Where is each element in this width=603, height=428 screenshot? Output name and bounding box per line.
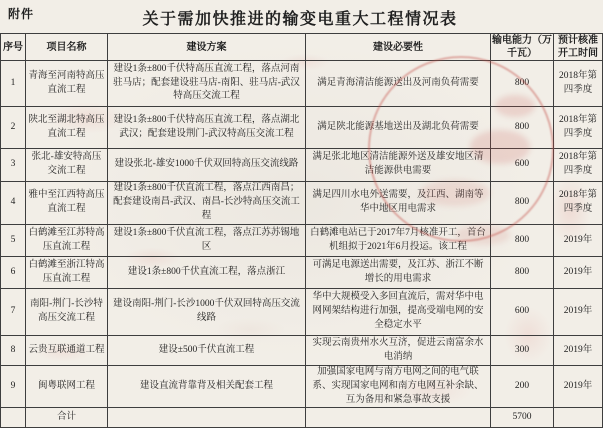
cell-capacity: 800 [491, 182, 554, 225]
header-row [1, 34, 603, 61]
cell-start-time: 2019年 [554, 336, 603, 366]
cell-seq-no: 3 [1, 149, 26, 182]
cell-plan: 建设±500千伏直流工程 [108, 336, 306, 366]
total-empty-cell [108, 408, 306, 428]
cell-start-time: 2019年 [554, 289, 603, 336]
table-row [1, 61, 603, 107]
total-empty-cell [1, 408, 26, 428]
cell-project-name: 雅中至江西特高压直流工程 [26, 182, 108, 225]
cell-necessity: 满足张北地区清洁能源外送及雄安地区清洁能源供电需要 [306, 149, 491, 182]
total-empty-cell [554, 408, 603, 428]
cell-necessity: 满足青海清洁能源送出及河南负荷需要 [306, 61, 491, 107]
cell-start-time: 2019年 [554, 225, 603, 257]
cell-start-time: 2018年第四季度 [554, 182, 603, 225]
table-row [1, 366, 603, 408]
cell-project-name: 陕北至湖北特高压直流工程 [26, 107, 108, 149]
header-project-name: 项目名称 [26, 34, 108, 61]
cell-necessity: 实现云南贵州水火互济，促进云南富余水电消纳 [306, 336, 491, 366]
table-row [1, 336, 603, 366]
cell-capacity: 800 [491, 107, 554, 149]
cell-necessity: 加强国家电网与南方电网之间的电气联系、实现国家电网和南方电网互补余缺、互为备用和紧急事故支援 [306, 366, 491, 408]
cell-seq-no: 7 [1, 289, 26, 336]
total-label: 合计 [26, 408, 108, 428]
table-row [1, 289, 603, 336]
cell-plan: 建设1条±800千伏直流工程，落点浙江 [108, 257, 306, 289]
cell-start-time: 2018年第四季度 [554, 61, 603, 107]
cell-plan: 建设1条±800千伏特高压直流工程，落点湖北武汉；配套建设荆门-武汉特高压交流工程 [108, 107, 306, 149]
cell-start-time: 2019年 [554, 366, 603, 408]
cell-capacity: 200 [491, 366, 554, 408]
header-capacity: 输电能力（万千瓦） [492, 35, 552, 59]
table-row [1, 225, 603, 257]
cell-seq-no: 2 [1, 107, 26, 149]
cell-plan: 建设张北-雄安1000千伏双回特高压交流线路 [108, 149, 306, 182]
cell-start-time: 2019年 [554, 257, 603, 289]
cell-necessity: 满足陕北能源基地送出及湖北负荷需要 [306, 107, 491, 149]
cell-plan: 建设1条±800千伏直流工程，落点江西南昌；配套建设南昌-武汉、南昌-长沙特高压交流工程 [108, 182, 306, 225]
cell-necessity: 华中大规模受入多回直流后，需对华中电网网架结构进行加强，提高受端电网的安全稳定水平 [306, 289, 491, 336]
cell-seq-no: 5 [1, 225, 26, 257]
cell-necessity: 满足四川水电外送需要，及江西、湖南等华中地区用电需求 [306, 182, 491, 225]
attachment-label: 附件 [8, 7, 35, 21]
cell-project-name: 白鹤滩至浙江特高压直流工程 [26, 257, 108, 289]
table-body [1, 61, 603, 428]
cell-plan: 建设1条±800千伏特高压直流工程，落点河南驻马店；配套建设驻马店-南阳、驻马店-武汉特高压交流工程 [108, 61, 306, 107]
table-row [1, 182, 603, 225]
cell-plan: 建设1条±800千伏直流工程，落点江苏苏锡地区 [108, 225, 306, 257]
total-row [1, 408, 603, 428]
cell-seq-no: 4 [1, 182, 26, 225]
table-row [1, 149, 603, 182]
cell-capacity: 800 [491, 61, 554, 107]
table-row [1, 107, 603, 149]
cell-necessity: 白鹤滩电站已于2017年7月核准开工，首台机组拟于2021年6月投运。该工程 [306, 225, 491, 257]
cell-seq-no: 6 [1, 257, 26, 289]
cell-project-name: 白鹤滩至江苏特高压直流工程 [26, 225, 108, 257]
table-row [1, 257, 603, 289]
cell-seq-no: 9 [1, 366, 26, 408]
total-capacity: 5700 [491, 408, 554, 428]
cell-project-name: 闽粤联网工程 [26, 366, 108, 408]
cell-project-name: 青海至河南特高压直流工程 [26, 61, 108, 107]
cell-capacity: 300 [491, 336, 554, 366]
cell-capacity: 600 [491, 289, 554, 336]
cell-project-name: 南阳-荆门-长沙特高压交流工程 [26, 289, 108, 336]
cell-capacity: 800 [491, 257, 554, 289]
cell-capacity: 600 [491, 149, 554, 182]
cell-plan: 建设南阳-荆门-长沙1000千伏双回特高压交流线路 [108, 289, 306, 336]
header-seq-no: 序号 [1, 34, 26, 61]
cell-project-name: 张北-雄安特高压交流工程 [26, 149, 108, 182]
projects-table [0, 33, 603, 428]
header-start-time: 预计核准开工时间 [554, 34, 603, 61]
table-header-row [1, 34, 603, 61]
cell-seq-no: 8 [1, 336, 26, 366]
header-plan: 建设方案 [108, 34, 306, 61]
header-necessity: 建设必要性 [306, 34, 491, 61]
cell-capacity: 800 [491, 225, 554, 257]
page-title: 关于需加快推进的输变电重大工程情况表 [142, 11, 458, 28]
cell-plan: 建设直流背靠背及相关配套工程 [108, 366, 306, 408]
cell-necessity: 可满足电源送出需要，及江苏、浙江不断增长的用电需求 [306, 257, 491, 289]
cell-start-time: 2018年第四季度 [554, 149, 603, 182]
total-empty-cell [306, 408, 491, 428]
cell-seq-no: 1 [1, 61, 26, 107]
cell-project-name: 云贵互联通道工程 [26, 336, 108, 366]
cell-start-time: 2018年第四季度 [554, 107, 603, 149]
